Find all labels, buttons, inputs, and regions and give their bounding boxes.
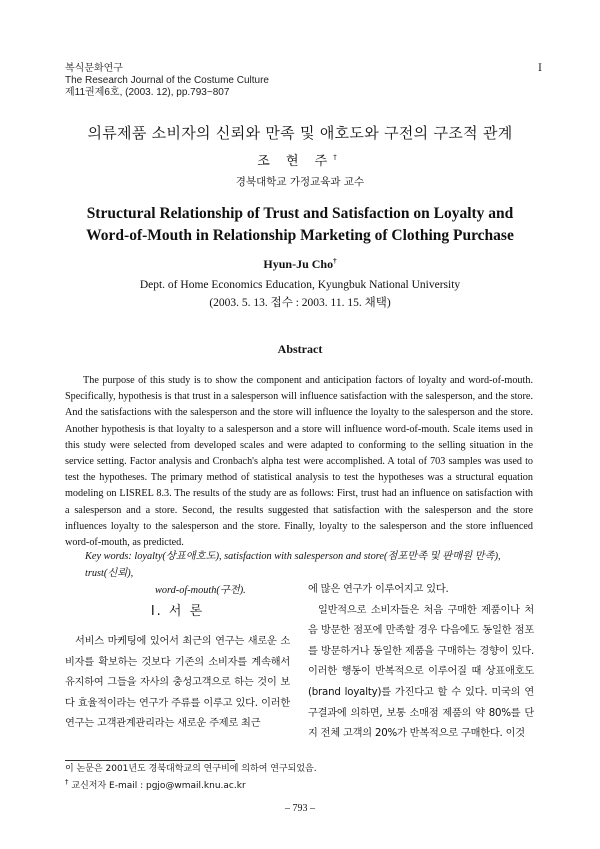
journal-name-ko: 복식문화연구 [65,63,123,74]
abstract-body [65,373,533,551]
keywords-line2: word-of-mouth(구전). [155,585,246,596]
author-korean-name: 조 현 주 [257,154,334,169]
footnote-contact-text: 교신저자 E-mail : pgjo@wmail.knu.ac.kr [71,781,246,791]
page-number: – 793 – [285,803,315,814]
footnotes [65,763,317,793]
affiliation-english: Dept. of Home Economics Education, Kyungbuk National University [139,279,461,291]
title-english-line2: Word-of-Mouth in Relationship Marketing of Clothing Purchase [86,227,514,244]
journal-name-en: The Research Journal of the Costume Culture [65,75,269,86]
right-column-line1: 에 많은 연구가 이루어지고 있다. [308,584,449,595]
title-english-line1: Structural Relationship of Trust and Satisfaction on Loyalty and [86,205,514,222]
footnote-funding: 이 논문은 2001년도 경북대학교의 연구비에 의하여 연구되었음. [65,764,317,774]
right-column [308,580,534,745]
author-english-name: Hyun-Ju Cho [263,257,334,271]
received-dates: (2003. 5. 13. 접수 : 2003. 11. 15. 채택) [209,297,391,309]
left-column [65,632,290,735]
author-english-mark: † [333,257,337,265]
abstract-text: The purpose of this study is to show the component and anticipation factors of loyalty and word-of-mouth. Specifically, hypothesis is that trust in a salesperson will influence satisfaction with the salesperson, and the store. And the satisfactions with the salesperson and the store will influence the loyalty to the salesperson and the store. Another hypothesis is that loyalty to a salesperson and a store will influence word-of-mouth. Scale items used in this study were selected from developed scales and were adapted to conforming to the selling situation in the service setting. Factor analysis and Cronbach's alpha test were accomplished. A total of 703 samples was used to test the hypotheses. The primary method of statistical analysis to test the hypotheses was a structural equation modeling on LISREL 8.3. The results of the study are as follows: First, trust had an influence on satisfaction with a salesperson and a store. Second, the results suggested that satisfaction with the salesperson and the store influences loyalty to the salesperson and the store. Finally, loyalty to the salesperson and the store influenced word-of-mouth, as predicted. [65,375,533,549]
keywords-line1: loyalty(상표애호도), satisfaction with salesperson and store(점포만족 및 판매원 만족), trust(신뢰), [85,551,501,579]
journal-header [65,63,269,99]
affiliation-english-block [0,276,600,312]
author-korean [0,150,600,169]
corner-mark: I [538,63,542,74]
section-title: I. 서 론 [150,604,205,619]
abstract-heading: Abstract [277,342,323,356]
left-column-text: 서비스 마케팅에 있어서 최근의 연구는 새로운 소비자를 확보하는 것보다 기존의 소비자를 계속해서 유지하여 그들을 자사의 충성고객으로 하는 것이 보다 효율적이라는 연구가 주류를 이루고 있다. 이러한 연구는 고객관계관리라는 새로운 주제로 최근 [65,636,290,730]
author-english [0,257,600,272]
affiliation-korean: 경북대학교 가정교육과 교수 [235,176,365,188]
keywords-label: Key words: [85,551,132,562]
title-english [0,203,600,247]
footnote-divider [65,760,235,761]
right-column-paragraph: 일반적으로 소비자들은 처음 구매한 제품이나 처음 방문한 점포에 만족할 경우 다음에도 동일한 점포를 방문하거나 동일한 제품을 구매하는 경향이 있다. 이러한 행동이 반복적으로 이루어질 때 상표애호도(brand loyalty)를 가진다고 할 수 있다. 미국의 연구결과에 의하면, 보통 소매점 제품의 약 80%를 단지 전체 고객의 20%가 반복적으로 구매한다. 이것 [308,604,534,740]
footnote-contact [65,776,317,793]
journal-volume: 제11권제6호, (2003. 12), pp.793~807 [65,87,230,98]
footnote-mark: † [65,778,69,786]
author-mark: † [333,153,343,162]
title-korean: 의류제품 소비자의 신뢰와 만족 및 애호도와 구전의 구조적 관계 [87,124,513,142]
